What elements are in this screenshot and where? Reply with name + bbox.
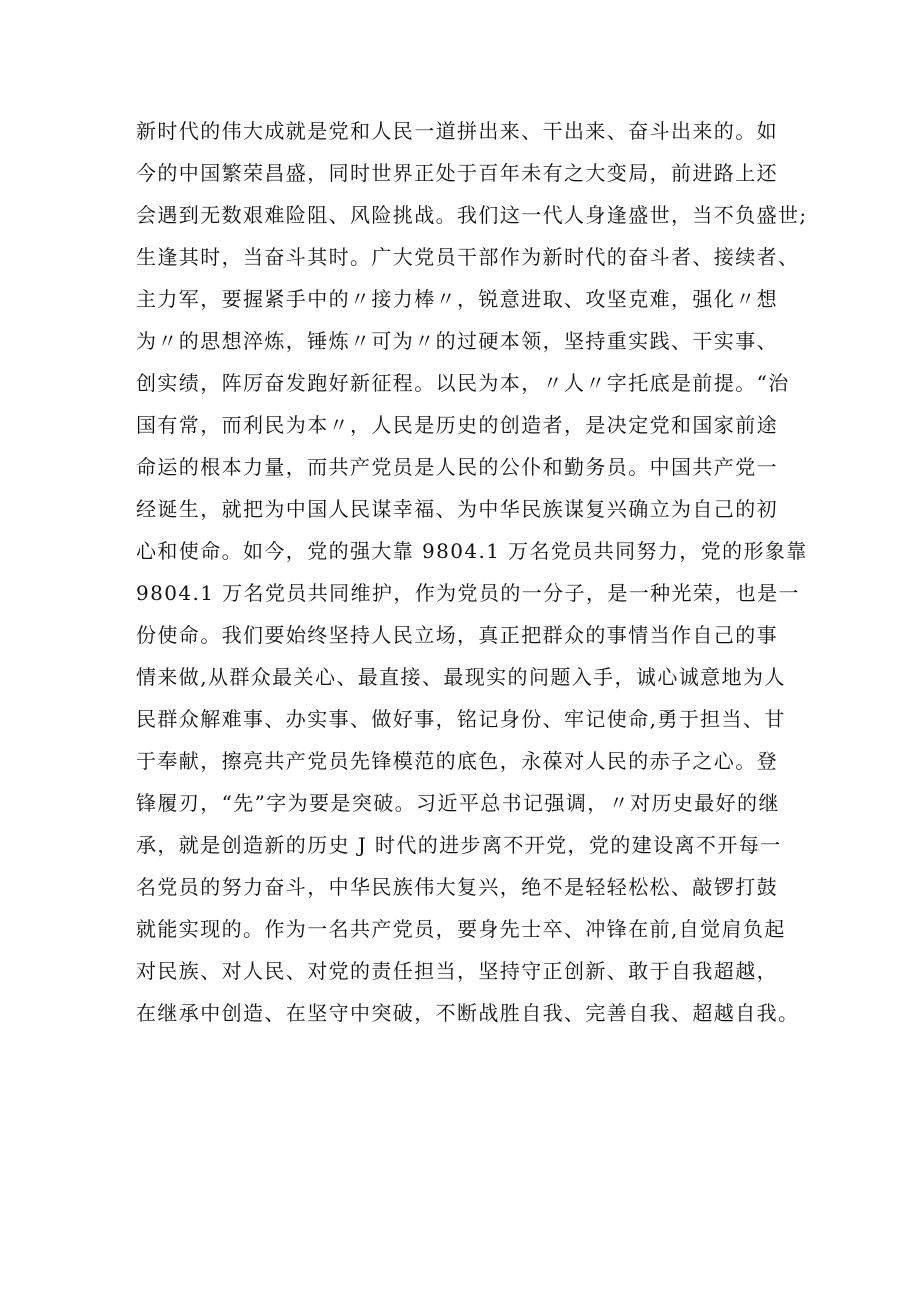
text-line-4: 生逢其时，当奋斗其时。广大党员干部作为新时代的奋斗者、接续者、 [136, 245, 800, 269]
text-line-22: 在继承中创造、在坚守中突破，不断战胜自我、完善自我、超越自我。 [136, 1001, 800, 1025]
text-line-15: 民群众解难事、办实事、做好事，铭记身份、牢记使命,勇于担当、甘 [136, 707, 786, 731]
text-line-10: 经诞生，就把为中国人民谋幸福、为中华民族谋复兴确立为自己的初 [136, 497, 778, 521]
text-line-18: 承，就是创造新的历史 J 时代的进步离不开党，党的建设离不开每一 [136, 833, 782, 857]
text-line-1: 新时代的伟大成就是党和人民一道拼出来、干出来、奋斗出来的。如 [136, 119, 778, 143]
text-line-8: 国有常，而利民为本〃，人民是历史的创造者，是决定党和国家前途 [136, 413, 778, 437]
text-line-19: 名党员的努力奋斗，中华民族伟大复兴，绝不是轻轻松松、敲锣打鼓 [136, 875, 778, 899]
text-line-20: 就能实现的。作为一名共产党员，要身先士卒、冲锋在前,自觉肩负起 [136, 917, 786, 941]
text-line-13: 份使命。我们要始终坚持人民立场，真正把群众的事情当作自己的事 [136, 623, 778, 647]
text-line-16: 于奉献，擦亮共产党员先锋模范的底色，永葆对人民的赤子之心。登 [136, 749, 778, 773]
text-line-6: 为〃的思想淬炼，锤炼〃可为〃的过硬本领，坚持重实践、干实事、 [136, 329, 778, 353]
text-line-14: 情来做,从群众最关心、最直接、最现实的问题入手，诚心诚意地为人 [136, 665, 786, 689]
text-line-12: 9804.1 万名党员共同维护，作为党员的一分子，是一种光荣，也是一 [136, 581, 800, 605]
text-line-9: 命运的根本力量，而共产党员是人民的公仆和勤务员。中国共产党一 [136, 455, 778, 479]
text-line-3: 会遇到无数艰难险阻、风险挑战。我们这一代人身逢盛世，当不负盛世; [136, 203, 808, 227]
text-line-11: 心和使命。如今，党的强大靠 9804.1 万名党员共同努力，党的形象靠 [136, 539, 808, 563]
text-line-5: 主力军，要握紧手中的〃接力棒〃，锐意进取、攻坚克难，强化〃想 [136, 287, 778, 311]
text-line-17: 锋履刃，“先”字为要是突破。习近平总书记强调，〃对历史最好的继 [136, 791, 780, 815]
text-line-2: 今的中国繁荣昌盛，同时世界正处于百年未有之大变局，前进路上还 [136, 161, 778, 185]
body-paragraph [130, 110, 830, 1034]
text-line-7: 创实绩，阵厉奋发跑好新征程。以民为本，〃人〃字托底是前提。“治 [136, 371, 790, 395]
text-line-21: 对民族、对人民、对党的责任担当，坚持守正创新、敢于自我超越， [136, 959, 778, 983]
